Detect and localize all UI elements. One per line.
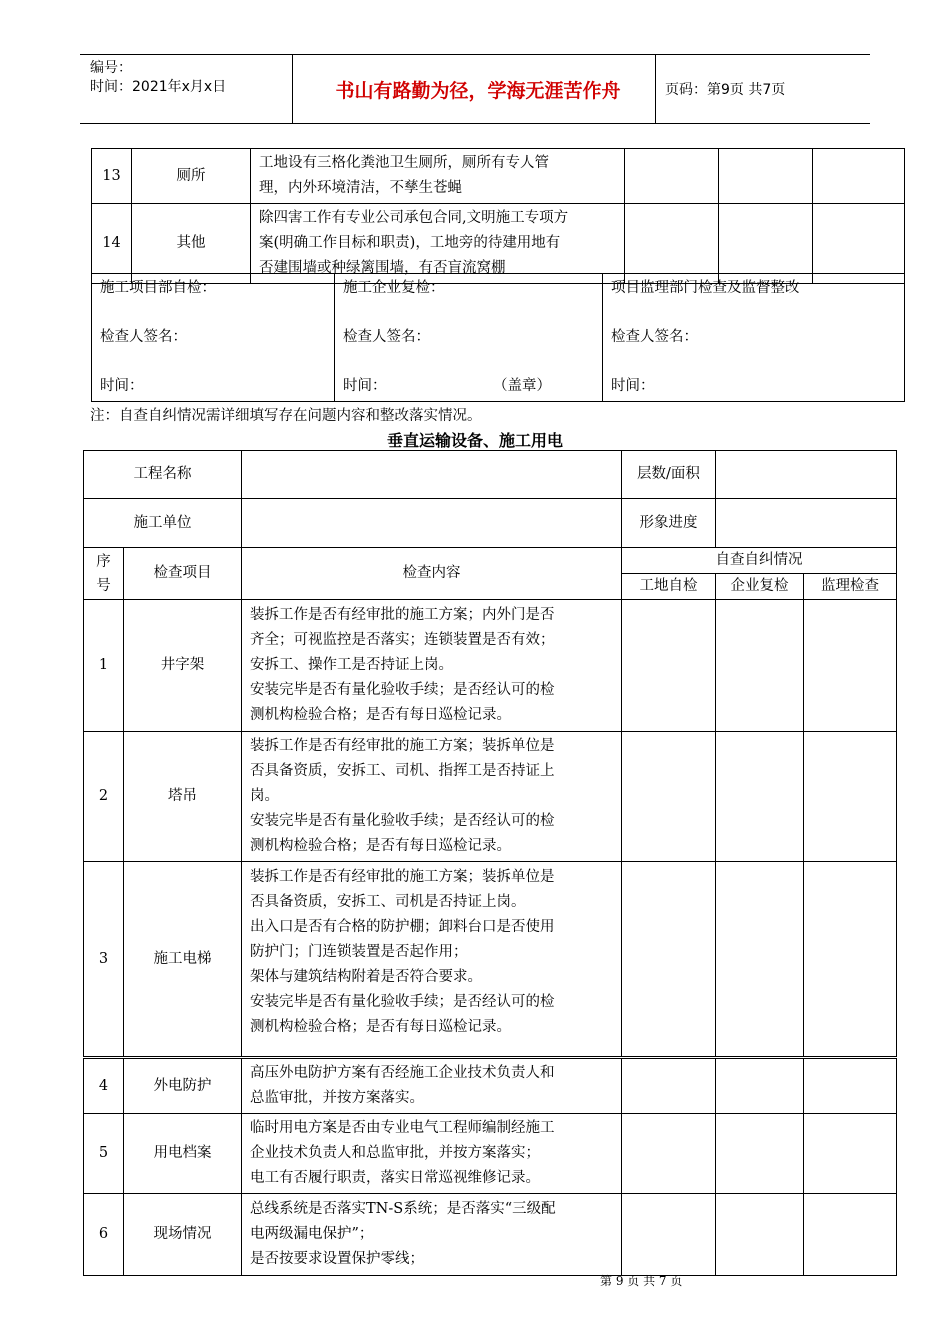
self-check-cell[interactable] <box>622 732 716 862</box>
table-row <box>92 149 905 204</box>
company-check-cell[interactable] <box>719 149 813 204</box>
self-check-cell[interactable] <box>622 600 716 732</box>
row-number: 6 <box>84 1194 124 1276</box>
supervision-check-cell[interactable] <box>804 862 897 1058</box>
signer-label: 检查人签名： <box>611 329 698 345</box>
row-item: 厕所 <box>132 149 251 204</box>
self-check-cell[interactable] <box>622 1058 716 1114</box>
page-footer: 第 9 页 共 7 页 <box>600 1274 683 1288</box>
time-label: 时间： <box>611 378 655 394</box>
col-header-self-check: 自查自纠情况 <box>622 548 897 574</box>
row-number: 5 <box>84 1114 124 1194</box>
content-line: 安拆工、操作工是否持证上岗。 <box>250 657 453 673</box>
content-line: 装拆工作是否有经审批的施工方案；装拆单位是 <box>250 869 555 885</box>
row-content <box>251 149 625 204</box>
content-line: 总线系统是否落实TN-S系统；是否落实“三级配 <box>250 1201 556 1217</box>
self-check-cell[interactable] <box>622 1114 716 1194</box>
supervision-check-cell[interactable] <box>804 732 897 862</box>
row-content <box>242 862 622 1058</box>
company-check-cell[interactable] <box>716 862 804 1058</box>
supervision-check-cell[interactable] <box>804 1058 897 1114</box>
signature-project-dept[interactable] <box>92 274 335 402</box>
seal-label: （盖章） <box>493 378 551 394</box>
col-header-company: 企业复检 <box>716 574 804 600</box>
table-row <box>84 1194 897 1276</box>
document-time-label: 时间：2021年x月x日 <box>90 79 227 95</box>
row-content <box>242 1058 622 1114</box>
supervision-check-cell[interactable] <box>804 600 897 732</box>
content-line: 装拆工作是否有经审批的施工方案；装拆单位是 <box>250 738 555 754</box>
row-item: 外电防护 <box>124 1058 242 1114</box>
header-meta <box>90 59 226 97</box>
document-number-label: 编号： <box>90 60 132 76</box>
table-row <box>84 1114 897 1194</box>
signature-block <box>91 273 905 402</box>
row-content <box>242 1114 622 1194</box>
content-line: 齐全；可视监控是否落实；连锁装置是否有效； <box>250 632 555 648</box>
content-line: 测机构检验合格；是否有每日巡检记录。 <box>250 838 511 854</box>
table-row <box>84 862 897 1058</box>
content-line: 除四害工作有专业公司承包合同,文明施工专项方 <box>259 210 569 226</box>
progress-label: 形象进度 <box>622 499 716 548</box>
content-line: 案(明确工作目标和职责)，工地旁的待建用地有 <box>259 235 561 251</box>
content-line: 否具备资质，安拆工、司机是否持证上岗。 <box>250 894 526 910</box>
supervision-check-cell[interactable] <box>804 1194 897 1276</box>
row-item: 塔吊 <box>124 732 242 862</box>
content-line: 电工有否履行职责，落实日常巡视维修记录。 <box>250 1170 540 1186</box>
col-header-number-char: 号 <box>96 577 111 594</box>
project-name-value[interactable] <box>242 451 622 499</box>
progress-value[interactable] <box>716 499 897 548</box>
row-item: 施工电梯 <box>124 862 242 1058</box>
content-line: 高压外电防护方案有否经施工企业技术负责人和 <box>250 1065 555 1081</box>
construction-unit-label: 施工单位 <box>84 499 242 548</box>
company-check-cell[interactable] <box>716 600 804 732</box>
signature-supervision[interactable] <box>603 274 905 402</box>
section-title: 垂直运输设备、施工用电 <box>386 431 563 450</box>
supervision-check-cell[interactable] <box>804 1114 897 1194</box>
row-item: 现场情况 <box>124 1194 242 1276</box>
content-line: 临时用电方案是否由专业电气工程师编制经施工 <box>250 1120 555 1136</box>
page-header <box>80 54 870 124</box>
content-line: 装拆工作是否有经审批的施工方案；内外门是否 <box>250 607 555 623</box>
header-divider <box>655 55 656 123</box>
content-line: 理，内外环境清洁，不孳生苍蝇 <box>259 180 462 196</box>
company-check-cell[interactable] <box>716 1058 804 1114</box>
content-line: 安装完毕是否有量化验收手续；是否经认可的检 <box>250 994 555 1010</box>
company-check-cell[interactable] <box>719 204 813 284</box>
content-line: 安装完毕是否有量化验收手续；是否经认可的检 <box>250 682 555 698</box>
col-header-content: 检查内容 <box>242 548 622 600</box>
signature-company[interactable] <box>335 274 603 402</box>
row-number: 3 <box>84 862 124 1058</box>
row-item: 井字架 <box>124 600 242 732</box>
self-check-cell[interactable] <box>622 1194 716 1276</box>
self-check-cell[interactable] <box>622 862 716 1058</box>
self-check-cell[interactable] <box>625 204 719 284</box>
row-content <box>251 204 625 284</box>
row-number: 13 <box>92 149 132 204</box>
row-number: 2 <box>84 732 124 862</box>
company-check-cell[interactable] <box>716 732 804 862</box>
col-header-number <box>84 548 124 600</box>
floors-area-label: 层数/面积 <box>622 451 716 499</box>
header-page-number: 页码：第9页 共7页 <box>665 82 786 98</box>
header-divider <box>292 55 293 123</box>
content-line: 测机构检验合格；是否有每日巡检记录。 <box>250 1019 511 1035</box>
table-row <box>92 204 905 284</box>
table-row <box>84 732 897 862</box>
content-line: 防护门；门连锁装置是否起作用； <box>250 944 468 960</box>
row-number: 4 <box>84 1058 124 1114</box>
supervision-check-cell[interactable] <box>813 204 905 284</box>
self-check-cell[interactable] <box>625 149 719 204</box>
row-item: 其他 <box>132 204 251 284</box>
signature-title: 施工企业复检： <box>343 280 445 296</box>
col-header-supervise: 监理检查 <box>804 574 897 600</box>
content-line: 出入口是否有合格的防护棚；卸料台口是否使用 <box>250 919 555 935</box>
content-line: 是否按要求设置保护零线； <box>250 1251 424 1267</box>
company-check-cell[interactable] <box>716 1194 804 1276</box>
time-label: 时间： <box>100 378 144 394</box>
col-header-item: 检查项目 <box>124 548 242 600</box>
signer-label: 检查人签名： <box>100 329 187 345</box>
content-line: 工地设有三格化粪池卫生厕所，厕所有专人管 <box>259 155 549 171</box>
content-line: 否建围墙或种绿篱围墙，有否盲流窝棚 <box>259 260 506 276</box>
inspection-table <box>83 450 897 1276</box>
content-line: 否具备资质，安拆工、司机、指挥工是否持证上 <box>250 763 555 779</box>
floors-area-value[interactable] <box>716 451 897 499</box>
content-line: 总监审批，并按方案落实。 <box>250 1090 424 1106</box>
row-content <box>242 600 622 732</box>
project-name-label: 工程名称 <box>84 451 242 499</box>
table-row <box>84 600 897 732</box>
row-item: 用电档案 <box>124 1114 242 1194</box>
col-header-site: 工地自检 <box>622 574 716 600</box>
signer-label: 检查人签名： <box>343 329 430 345</box>
row-content <box>242 1194 622 1276</box>
content-line: 电两级漏电保护”； <box>250 1226 374 1242</box>
company-check-cell[interactable] <box>716 1114 804 1194</box>
table-row <box>84 1058 897 1114</box>
content-line: 安装完毕是否有量化验收手续；是否经认可的检 <box>250 813 555 829</box>
content-line: 企业技术负责人和总监审批，并按方案落实； <box>250 1145 540 1161</box>
content-line: 测机构检验合格；是否有每日巡检记录。 <box>250 707 511 723</box>
header-motto: 书山有路勤为径，学海无涯苦作舟 <box>335 79 621 102</box>
time-label: 时间： <box>343 378 387 394</box>
content-line: 岗。 <box>250 788 279 804</box>
row-number: 14 <box>92 204 132 284</box>
col-header-number-char: 序 <box>96 553 111 570</box>
signature-title: 项目监理部门检查及监督整改 <box>611 280 800 296</box>
supervision-check-cell[interactable] <box>813 149 905 204</box>
signature-title: 施工项目部自检： <box>100 280 216 296</box>
content-line: 架体与建筑结构附着是否符合要求。 <box>250 969 482 985</box>
table-continuation <box>91 148 905 284</box>
row-number: 1 <box>84 600 124 732</box>
row-content <box>242 732 622 862</box>
note-text: 注：自查自纠情况需详细填写存在问题内容和整改落实情况。 <box>90 408 482 424</box>
construction-unit-value[interactable] <box>242 499 622 548</box>
